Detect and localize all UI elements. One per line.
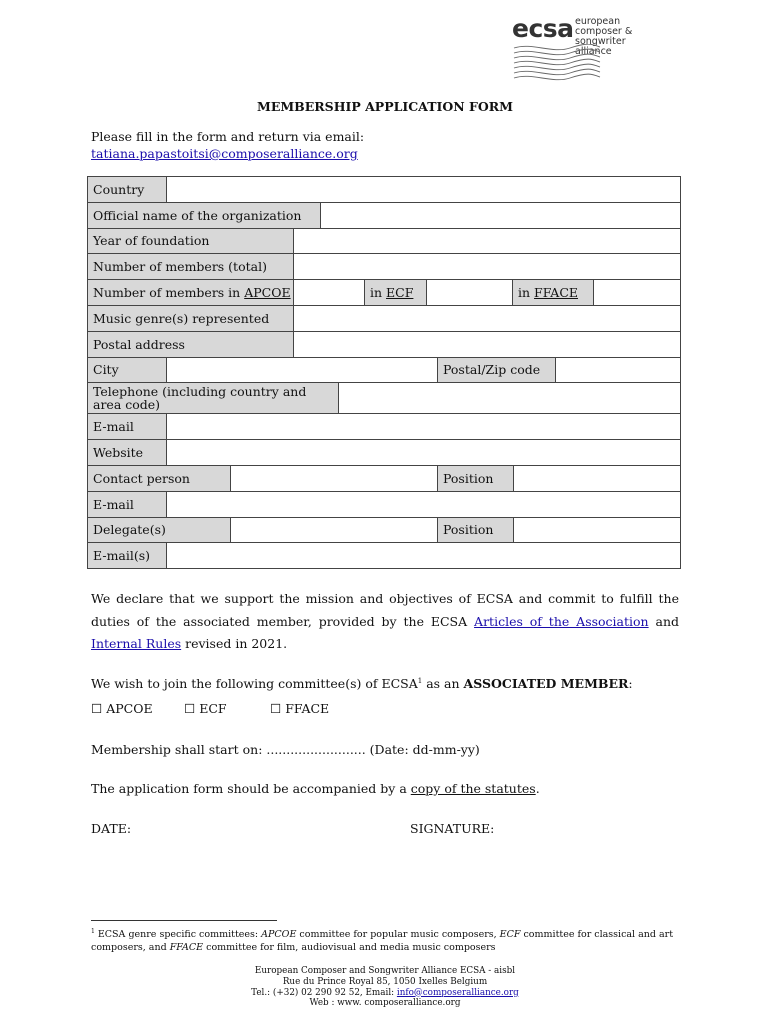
- label-in-ecf: in ECF: [365, 280, 427, 305]
- label-delegate-emails: E-mail(s): [88, 543, 167, 568]
- footer-line-1: European Composer and Songwriter Alliance ECSA - aisbl: [254, 966, 516, 976]
- ecf-link[interactable]: ECF: [386, 285, 414, 301]
- label-postal-address: Postal address: [88, 332, 294, 357]
- label-org-name: Official name of the organization: [88, 203, 321, 228]
- label-website: Website: [88, 440, 167, 465]
- label-zip: Postal/Zip code: [438, 358, 556, 383]
- input-delegate-emails[interactable]: [167, 543, 681, 568]
- input-delegates[interactable]: [231, 518, 438, 543]
- ecsa-logo: [512, 12, 682, 84]
- intro-text: Please fill in the form and return via email:: [91, 129, 365, 144]
- label-contact-person: Contact person: [88, 466, 231, 491]
- membership-form-table: [87, 176, 681, 569]
- committee-option-ecf[interactable]: ☐ ECF: [184, 701, 227, 716]
- footer-email-link[interactable]: info@composeralliance.org: [396, 987, 519, 998]
- label-telephone: Telephone (including country and area code): [88, 383, 339, 413]
- logo-tagline: european composer & songwriter alliance: [575, 16, 633, 57]
- input-genre[interactable]: [294, 306, 681, 331]
- committees-sentence: We wish to join the following committee(s) of ECSA$^1$ as an ASSOCIATED MEMBER:: [91, 676, 633, 691]
- committee-option-apcoe[interactable]: ☐ APCOE: [91, 701, 153, 716]
- footer-line-2: Rue du Prince Royal 85, 1050 Ixelles Belgium: [282, 976, 488, 987]
- input-contact-person[interactable]: [231, 466, 438, 491]
- label-delegate-position: Position: [438, 518, 514, 543]
- label-city: City: [88, 358, 167, 383]
- contact-email-link[interactable]: tatiana.papastoitsi@composeralliance.org: [91, 146, 358, 161]
- input-position[interactable]: [514, 466, 681, 491]
- declaration-paragraph: We declare that we support the mission and objectives of ECSA and commit to fulfill the duties of the associated member, provided by the ECSA Articles of the Association and Internal Rules revised in 2021.: [91, 591, 680, 651]
- statutes-link[interactable]: copy of the statutes: [410, 781, 536, 796]
- label-country: Country: [88, 177, 167, 202]
- input-zip[interactable]: [556, 358, 681, 383]
- input-country[interactable]: [167, 177, 681, 202]
- label-email: E-mail: [88, 414, 167, 439]
- input-members-apcoe[interactable]: [294, 280, 365, 305]
- statutes-sentence: The application form should be accompanied by a copy of the statutes.: [91, 781, 540, 796]
- internal-rules-link[interactable]: Internal Rules: [91, 636, 182, 651]
- label-members-apcoe: Number of members in APCOE: [88, 280, 294, 305]
- logo-wave-lines: [512, 44, 602, 86]
- committee-option-fface[interactable]: ☐ FFACE: [270, 701, 330, 716]
- label-members-total: Number of members (total): [88, 254, 294, 279]
- signature-label: SIGNATURE:: [410, 821, 495, 836]
- input-website[interactable]: [167, 440, 681, 465]
- input-org-name[interactable]: [321, 203, 681, 228]
- membership-start: Membership shall start on: ......................... (Date: dd-mm-yy): [91, 742, 480, 757]
- label-year: Year of foundation: [88, 229, 294, 254]
- checkbox-fface[interactable]: ☐: [270, 701, 282, 716]
- checkbox-ecf[interactable]: ☐: [184, 701, 196, 716]
- footer-line-3: Tel.: (+32) 02 290 92 52, Email: info@composeralliance.org: [251, 987, 519, 998]
- date-label: DATE:: [91, 821, 132, 836]
- footer-line-4: Web : www. composeralliance.org: [309, 998, 461, 1009]
- label-delegates: Delegate(s): [88, 518, 231, 543]
- label-genre: Music genre(s) represented: [88, 306, 294, 331]
- input-telephone[interactable]: [339, 383, 681, 413]
- page-footer: [0, 966, 770, 1009]
- apcoe-link[interactable]: APCOE: [244, 285, 291, 301]
- logo-wordmark: ecsa: [512, 14, 574, 43]
- articles-link[interactable]: Articles of the Association: [474, 613, 649, 629]
- input-city[interactable]: [167, 358, 438, 383]
- input-contact-email[interactable]: [167, 492, 681, 517]
- page-title: MEMBERSHIP APPLICATION FORM: [256, 99, 514, 114]
- input-postal-address[interactable]: [294, 332, 681, 357]
- fface-link[interactable]: FFACE: [534, 285, 579, 301]
- footnote-divider: [91, 920, 277, 921]
- label-position: Position: [438, 466, 514, 491]
- checkbox-apcoe[interactable]: ☐: [91, 701, 103, 716]
- input-members-ecf[interactable]: [427, 280, 513, 305]
- input-delegate-position[interactable]: [514, 518, 681, 543]
- input-email[interactable]: [167, 414, 681, 439]
- input-members-fface[interactable]: [594, 280, 681, 305]
- footnote: $^1$ ECSA genre specific committees: APCOE committee for popular music composers, ECF committee for classical and art composers, and FFACE committee for film, audiovisual and media music composers: [91, 928, 674, 953]
- input-members-total[interactable]: [294, 254, 681, 279]
- label-in-fface: in FFACE: [513, 280, 594, 305]
- input-year[interactable]: [294, 229, 681, 254]
- label-contact-email: E-mail: [88, 492, 167, 517]
